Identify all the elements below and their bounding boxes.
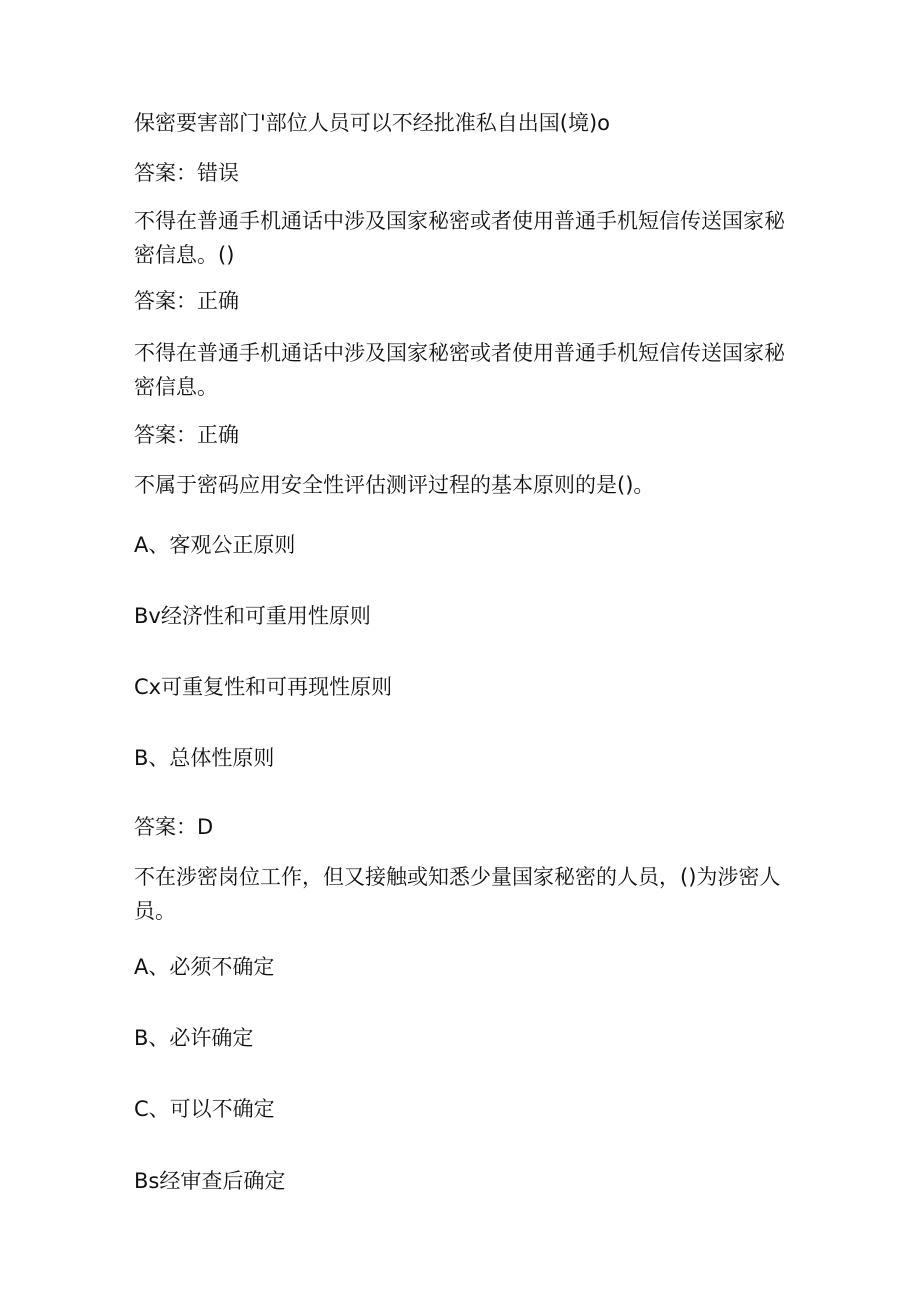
option-4-d: B、总体性原则 xyxy=(134,746,275,770)
answer-1: 答案：错误 xyxy=(134,161,239,185)
option-5-a: A、必须不确定 xyxy=(134,955,275,979)
option-5-d: Bs经审查后确定 xyxy=(134,1169,286,1193)
answer-4: 答案：D xyxy=(134,815,214,839)
option-4-b: Bv经济性和可重用性原则 xyxy=(134,604,371,628)
answer-2: 答案：正确 xyxy=(134,289,239,313)
option-5-c: C、可以不确定 xyxy=(134,1097,275,1121)
question-2: 不得在普通手机通话中涉及国家秘密或者使用普通手机短信传送国家秘密信息。() xyxy=(134,209,785,267)
question-3: 不得在普通手机通话中涉及国家秘密或者使用普通手机短信传送国家秘密信息。 xyxy=(134,341,785,399)
question-4: 不属于密码应用安全性评估测评过程的基本原则的是()。 xyxy=(134,473,655,497)
question-1: 保密要害部门'部位人员可以不经批准私自出国(境)o xyxy=(134,111,611,135)
question-5: 不在涉密岗位工作，但又接触或知悉少量国家秘密的人员，()为涉密人员。 xyxy=(134,865,781,923)
answer-3: 答案：正确 xyxy=(134,423,239,447)
option-5-b: B、必许确定 xyxy=(134,1026,254,1050)
option-4-c: Cx可重复性和可再现性原则 xyxy=(134,675,393,699)
option-4-a: A、客观公正原则 xyxy=(134,533,296,557)
